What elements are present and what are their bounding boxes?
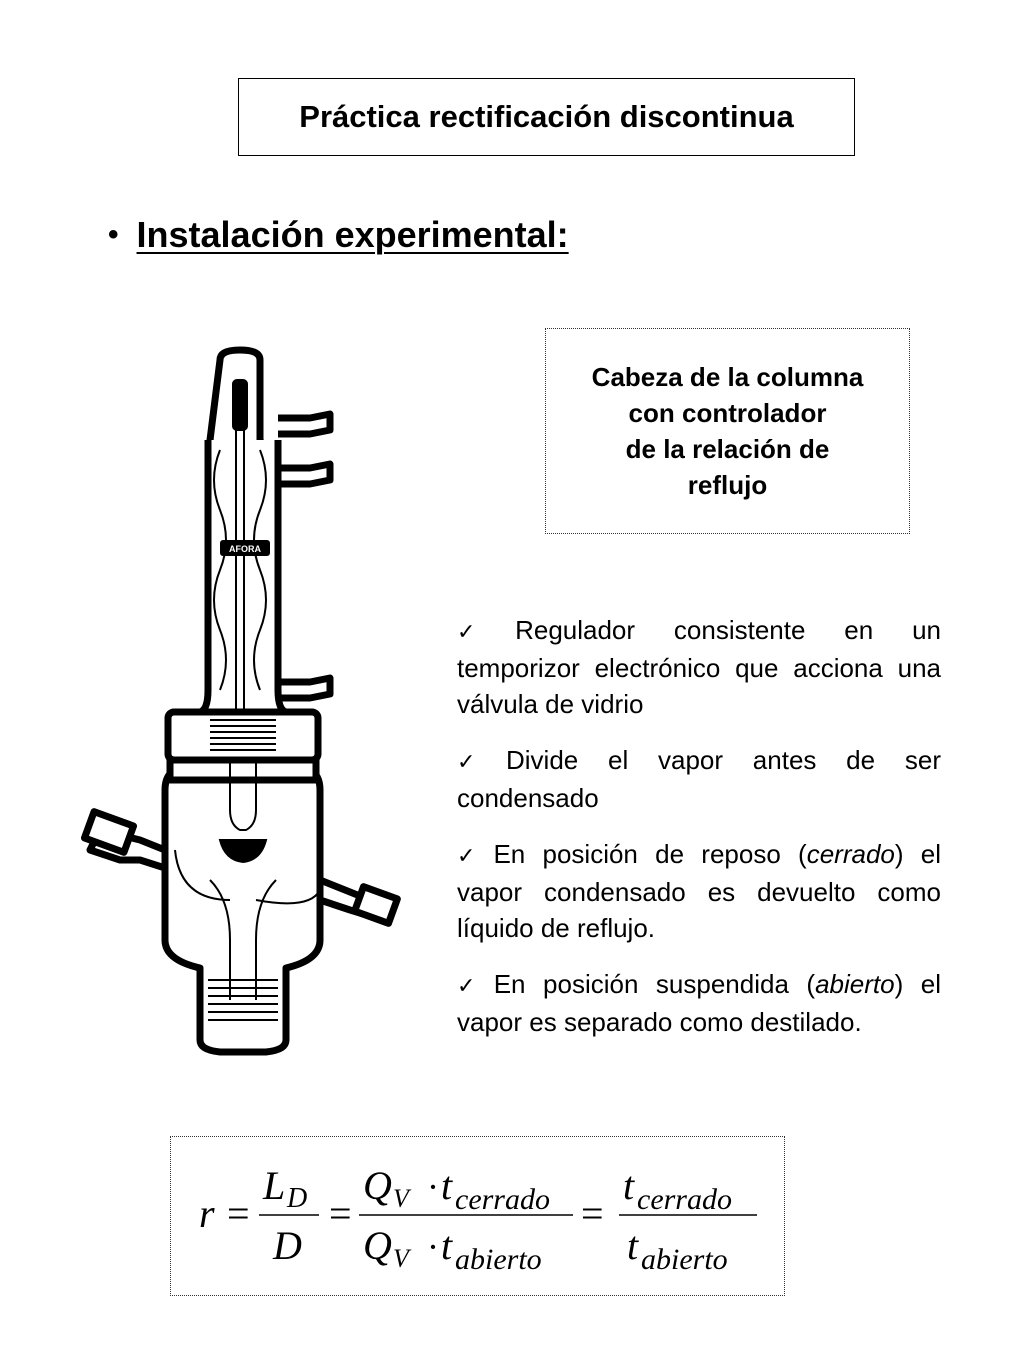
checkmark-icon: ✓ bbox=[457, 973, 486, 998]
apparatus-brand-label: AFORA bbox=[229, 544, 261, 554]
list-item: ✓ Regulador consistente en un temporizor electrónico que acciona una válvula de vidrio bbox=[457, 615, 941, 719]
formula-equals-3: = bbox=[581, 1191, 604, 1236]
formula-V-sub-bottom: V bbox=[393, 1244, 409, 1273]
formula-t-bottom-2: t bbox=[627, 1223, 639, 1268]
formula-equals-2: = bbox=[329, 1191, 352, 1236]
formula-dot-bottom: · bbox=[427, 1227, 439, 1267]
checkmark-icon: ✓ bbox=[457, 749, 498, 774]
formula-t-top: t bbox=[441, 1163, 453, 1208]
formula-D: D bbox=[273, 1223, 302, 1268]
section-heading-text: Instalación experimental: bbox=[136, 214, 569, 255]
formula-equals-1: = bbox=[227, 1191, 250, 1236]
caption-line-4: reflujo bbox=[687, 470, 768, 500]
list-item: ✓ En posición de reposo (cerrado) el vapor condensado es devuelto como líquido de reflujo. bbox=[457, 839, 941, 943]
formula-cerrado-sub-1: cerrado bbox=[455, 1183, 550, 1216]
formula-D-sub: D bbox=[287, 1183, 308, 1214]
formula-r: r bbox=[199, 1191, 215, 1236]
section-heading bbox=[108, 214, 569, 256]
formula-t-bottom: t bbox=[441, 1223, 453, 1268]
list-item: ✓ En posición suspendida (abierto) el vapor es separado como destilado. bbox=[457, 969, 941, 1037]
caption-line-2: con controlador bbox=[628, 398, 827, 428]
caption-line-1: Cabeza de la columna bbox=[591, 362, 864, 392]
page-title: Práctica rectificación discontinua bbox=[238, 78, 855, 156]
formula-dot-top: · bbox=[427, 1167, 439, 1207]
formula-abierto-sub-2: abierto bbox=[641, 1243, 728, 1276]
caption-line-3: de la relación de bbox=[625, 434, 830, 464]
formula-V-sub-top: V bbox=[393, 1184, 409, 1213]
bullet-points-list bbox=[457, 612, 941, 1060]
checkmark-icon: ✓ bbox=[457, 843, 486, 868]
column-head-apparatus-drawing bbox=[80, 340, 410, 1080]
formula-abierto-sub-1: abierto bbox=[455, 1243, 542, 1276]
apparatus-caption bbox=[545, 328, 910, 534]
reflux-ratio-formula bbox=[170, 1136, 785, 1296]
formula-t-top-2: t bbox=[623, 1163, 635, 1208]
formula-Q-bottom: Q bbox=[363, 1223, 392, 1268]
formula-Q-top: Q bbox=[363, 1163, 392, 1208]
bullet-icon: • bbox=[108, 218, 119, 251]
formula-L: L bbox=[263, 1163, 286, 1208]
formula-cerrado-sub-2: cerrado bbox=[637, 1183, 732, 1216]
list-item: ✓ Divide el vapor antes de ser condensado bbox=[457, 745, 941, 813]
checkmark-icon: ✓ bbox=[457, 619, 508, 644]
